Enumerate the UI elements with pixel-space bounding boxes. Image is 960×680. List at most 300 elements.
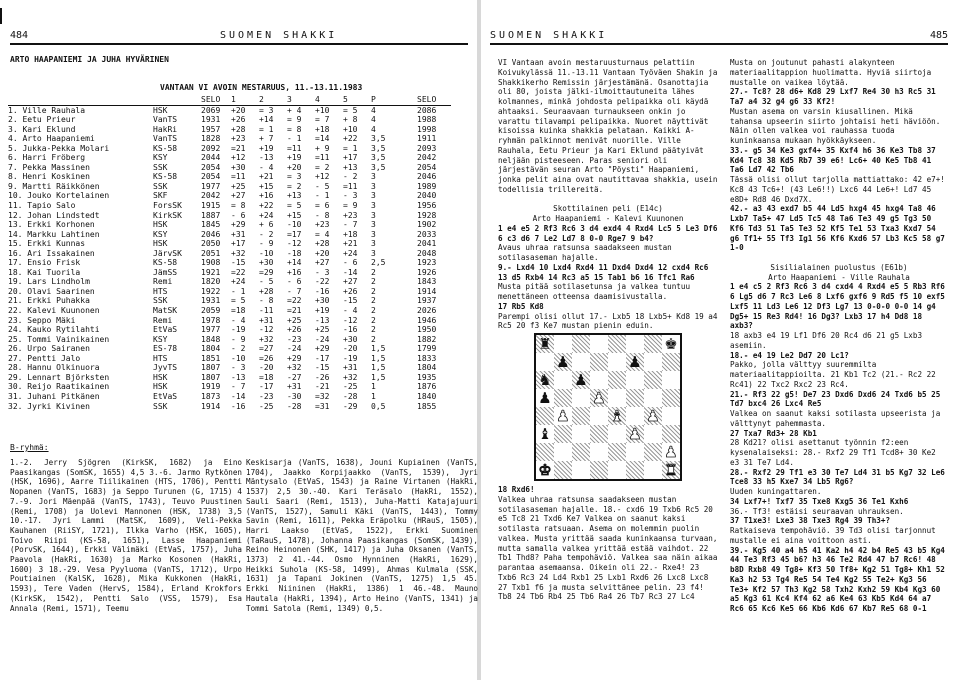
left-running-header: [10, 28, 468, 45]
chess-board: [534, 333, 682, 481]
table-cell: -12: [343, 315, 358, 325]
running-title: SUOMEN SHAKKI: [490, 30, 608, 41]
diagram-caption: 18 Rxd6!: [498, 485, 535, 494]
table-cell: 1845: [201, 220, 221, 230]
game-moves: 9.- Lxd4 10 Lxd4 Rxd4 11 Dxd4 Dxd4 12 cxd4 Rc6 13 d5 Rxb4 14 Rc3 a5 15 Tab1 b6 16 Tfc1 Ra6: [498, 262, 709, 282]
table-cell: 1851: [201, 353, 221, 363]
board-square: [626, 407, 644, 425]
table-cell: 2086: [417, 105, 437, 115]
board-square: [554, 407, 572, 425]
table-row: [8, 354, 451, 364]
board-square: [572, 461, 590, 479]
table-cell: 3,5: [371, 134, 386, 144]
board-square: [644, 353, 662, 371]
table-cell: HSK: [153, 372, 168, 382]
table-cell: - 2: [231, 344, 246, 354]
table-cell: 1988: [417, 115, 437, 125]
game-moves: 27 Txa7 Rd3+ 28 Kb1: [730, 428, 817, 438]
table-cell: =22: [287, 296, 302, 306]
table-cell: HSK: [153, 220, 168, 230]
table-cell: 3: [371, 191, 376, 201]
column-header: [153, 95, 201, 105]
board-square: [644, 425, 662, 443]
table-cell: 2: [371, 306, 376, 316]
article-column-2: [730, 58, 948, 614]
board-square: [536, 443, 554, 461]
table-cell: 3,5: [371, 162, 386, 172]
table-cell: 1950: [417, 325, 437, 335]
table-cell: KS-58: [153, 258, 178, 268]
board-square: [572, 353, 590, 371]
table-cell: 1935: [417, 372, 437, 382]
board-square: [626, 461, 644, 479]
table-header-row: [8, 95, 451, 105]
standings-table: [8, 95, 451, 411]
board-square: [554, 443, 572, 461]
table-cell: 1922: [201, 286, 221, 296]
table-cell: 2044: [201, 153, 221, 163]
table-cell: SSK: [153, 296, 168, 306]
board-square: [626, 371, 644, 389]
table-cell: +15: [259, 181, 274, 191]
table-cell: 2054: [201, 172, 221, 182]
table-cell: HTS: [153, 353, 168, 363]
table-cell: 2092: [201, 143, 221, 153]
table-cell: KirkSK: [153, 210, 182, 220]
table-cell: 2033: [417, 229, 437, 239]
column-header: 1: [231, 95, 259, 105]
table-cell: 27. Pentti Jalo: [8, 353, 81, 363]
column-header: 5: [343, 95, 371, 105]
table-cell: +28: [259, 286, 274, 296]
chess-piece-icon: ♟: [664, 443, 678, 461]
table-cell: 1914: [201, 401, 221, 411]
table-row: [8, 134, 451, 144]
table-cell: 1804: [201, 344, 221, 354]
table-cell: 1: [371, 382, 376, 392]
board-square: [626, 353, 644, 371]
table-cell: - 2: [343, 172, 358, 182]
table-cell: +30: [343, 334, 358, 344]
table-cell: 1807: [201, 363, 221, 373]
column-header: 3: [287, 95, 315, 105]
board-square: [590, 371, 608, 389]
table-cell: - 7: [343, 220, 358, 230]
table-row: [8, 125, 451, 135]
table-cell: -17: [259, 382, 274, 392]
table-cell: +30: [231, 162, 246, 172]
board-square: [590, 461, 608, 479]
table-cell: 2050: [201, 239, 221, 249]
game-players: Arto Haapaniemi - Ville Rauhala: [768, 272, 910, 282]
table-cell: 2: [371, 286, 376, 296]
column-header: [8, 95, 153, 105]
table-cell: +30: [259, 258, 274, 268]
game-moves: 33.- g5 34 Ke3 gxf4+ 35 Kxf4 h6 36 Ke3 Tb8 37 Kd4 Tc8 38 Kd5 Rb7 39 e6! Lc6+ 40 Ke5 Tb8 41 Ta6 Ld7 42 Tb6: [730, 145, 936, 175]
board-square: [554, 371, 572, 389]
table-row: [8, 144, 451, 154]
table-row: [8, 268, 451, 278]
table-cell: -25: [259, 401, 274, 411]
table-row: [8, 211, 451, 221]
table-cell: +23: [315, 220, 330, 230]
page-number: 484: [10, 30, 29, 41]
table-cell: JämSS: [153, 267, 178, 277]
table-cell: 1,5: [371, 344, 386, 354]
board-square: [662, 389, 680, 407]
b-group-heading: B-ryhmä:: [10, 443, 49, 452]
board-square: [608, 407, 626, 425]
table-cell: -29: [343, 401, 358, 411]
table-cell: +31: [259, 315, 274, 325]
table-cell: +15: [287, 210, 302, 220]
table-cell: -20: [259, 363, 274, 373]
right-running-header: [490, 28, 948, 45]
table-cell: Remi: [153, 315, 173, 325]
table-cell: 2. Eetu Prieur: [8, 115, 76, 125]
table-cell: - 7: [231, 382, 246, 392]
table-cell: 1998: [417, 124, 437, 134]
table-cell: =26: [259, 353, 274, 363]
table-cell: 25. Tommi Vainikainen: [8, 334, 110, 344]
table-cell: -16: [343, 325, 358, 335]
chess-piece-icon: ♚: [664, 335, 678, 353]
table-cell: 1957: [201, 124, 221, 134]
table-cell: +20: [231, 105, 246, 115]
table-cell: +27: [315, 258, 330, 268]
table-cell: +26: [231, 115, 246, 125]
article-title: ARTO HAAPANIEMI JA JUHA HYVÄRINEN: [10, 55, 169, 64]
table-cell: = 1: [259, 124, 274, 134]
table-row: [8, 287, 451, 297]
board-square: [608, 371, 626, 389]
table-cell: 2051: [201, 248, 221, 258]
board-square: [626, 389, 644, 407]
board-square: [626, 335, 644, 353]
table-cell: -15: [315, 363, 330, 373]
table-cell: +21: [343, 239, 358, 249]
table-cell: 2093: [417, 143, 437, 153]
annotation: 28 Kd21? olisi asettanut työnnin f2:een kysenalaiseksi: 28.- Rxf2 29 Tf1 Tcd8+ 30 Ke2 e3 31 Te7 Ld4.: [730, 438, 936, 467]
tournament-title: VANTAAN VI AVOIN MESTARUUS, 11.-13.11.1983: [160, 83, 363, 92]
board-square: [626, 443, 644, 461]
board-square: [572, 407, 590, 425]
table-cell: 3: [371, 210, 376, 220]
table-cell: 22. Kalevi Kuunonen: [8, 306, 100, 316]
table-cell: KS-58: [153, 143, 178, 153]
table-cell: - 9: [259, 239, 274, 249]
table-cell: =21: [287, 306, 302, 316]
table-cell: 1840: [417, 391, 437, 401]
table-cell: +17: [343, 153, 358, 163]
table-cell: = 2: [315, 162, 330, 172]
chess-piece-icon: ♟: [556, 407, 570, 425]
chess-piece-icon: ♟: [592, 389, 606, 407]
table-cell: 2: [371, 334, 376, 344]
table-cell: +23: [231, 134, 246, 144]
table-cell: -17: [315, 353, 330, 363]
table-cell: 30. Reijo Raatikainen: [8, 382, 110, 392]
board-square: [572, 335, 590, 353]
table-cell: 23. Seppo Mäki: [8, 315, 76, 325]
table-cell: =32: [315, 391, 330, 401]
table-cell: 29. Lennart Björksten: [8, 372, 110, 382]
table-row: [8, 220, 451, 230]
table-cell: 20. Olavi Saarinen: [8, 286, 95, 296]
table-cell: =22: [231, 267, 246, 277]
table-cell: +24: [259, 210, 274, 220]
game-moves: 39.- Kg5 40 a4 h5 41 Ka2 h4 42 b4 Re5 43 b5 Kg4 44 Te3 Rf3 45 b6? h3 46 Te2 Rd4 47 b7 Rc6! 48 b8D Rxb8 49 Tg8+ Kf3 50 Tf8+ Kg2 51 Tg8+ Kh1 52 Ka3 h2 53 Tg4 Re5 54 Te4 Kg2 55 Te2+ Kg3 56 Te3+ Kf2 57 Th3 Kg2 58 Txh2 Kxh2 59 Kb4 Kg3 60 a5 Kg3 61 Kc4 Kf4 62 a6 Ke4 63 Kb5 Kd4 64 a7 Rc6 65 Kc6 Ke5 66 Kb6 Kd6 67 Kb7 Re5 68 0-1: [730, 545, 945, 613]
table-cell: = 8: [231, 201, 246, 211]
board-square: [608, 389, 626, 407]
table-cell: 2059: [201, 306, 221, 316]
board-square: [536, 335, 554, 353]
table-cell: 1915: [201, 201, 221, 211]
table-cell: KSY: [153, 334, 168, 344]
board-square: [590, 425, 608, 443]
column-header: SELO: [417, 95, 451, 105]
table-cell: -18: [287, 248, 302, 258]
table-row: [8, 363, 451, 373]
table-cell: 1908: [201, 258, 221, 268]
table-cell: 32. Jyrki Kivinen: [8, 401, 90, 411]
table-cell: -13: [315, 315, 330, 325]
board-square: [644, 443, 662, 461]
table-cell: 1799: [417, 344, 437, 354]
table-cell: 24. Kauko Rytilahti: [8, 325, 100, 335]
board-square: [608, 443, 626, 461]
table-cell: 28. Hannu Olkinuora: [8, 363, 100, 373]
table-cell: =18: [231, 306, 246, 316]
right-page: [480, 0, 960, 680]
table-cell: +19: [315, 306, 330, 316]
table-cell: 9. Martti Räikkönen: [8, 181, 100, 191]
table-cell: 13. Erkki Korhonen: [8, 220, 95, 230]
table-cell: +14: [259, 115, 274, 125]
table-cell: HTS: [153, 286, 168, 296]
table-cell: +24: [231, 277, 246, 287]
table-cell: +19: [287, 153, 302, 163]
table-cell: + 6: [259, 220, 274, 230]
table-cell: = 2: [287, 181, 302, 191]
table-cell: -12: [287, 239, 302, 249]
annotation: Musta on joutunut pahasti alakynteen materiaalitappion huolimatta. Hyviä siirtoja mustalle on vaikea löytää.: [730, 58, 932, 87]
page-number: 485: [929, 30, 948, 41]
annotation: Mustan asema on varsin kiusallinen. Mikä tahansa upseerin siirto johtaisi heti häviöön. Näin ollen valkea voi rauhassa tuoda kuninkaansa mukaan hyökkäykseen.: [730, 106, 941, 145]
table-body: [8, 105, 451, 411]
table-cell: ForsSK: [153, 201, 182, 211]
chess-piece-icon: ♞: [538, 371, 552, 389]
board-square: [644, 389, 662, 407]
table-cell: EtVaS: [153, 325, 178, 335]
table-cell: +29: [315, 344, 330, 354]
table-cell: -24: [315, 334, 330, 344]
table-cell: JyvTS: [153, 363, 178, 373]
table-cell: +25: [287, 315, 302, 325]
table-cell: 1876: [417, 382, 437, 392]
table-cell: 3: [371, 220, 376, 230]
table-cell: -26: [315, 372, 330, 382]
table-cell: 1921: [201, 267, 221, 277]
table-cell: VanTS: [153, 115, 178, 125]
table-row: [8, 392, 451, 402]
table-cell: +28: [231, 124, 246, 134]
game-moves: 34 Lxf7+! Txf7 35 Txe8 Kxg5 36 Te1 Kxh6: [730, 496, 909, 506]
table-cell: 1843: [417, 277, 437, 287]
table-cell: - 2: [259, 229, 274, 239]
table-cell: 3: [371, 181, 376, 191]
b-group-results-right: Keskisarja (VanTS, 1638), Jouni Kupiainen (VanTS, 1704), Jaakko Korpijaakko (VanTS, 1539), Jyri Mäntysalo (EtVaS, 1543) ja Raine Virtanen (HakRi, 1537) 2,5 30.-40. Kari Teräsalo (HakRi, 1552), Sauli Saari (Remi, 1513), Juha-Matti Katajajuuri (VanTS, 1527), Samuli Käki (VanTS, 1443), Tommy Savin (Remi, 1611), Pekka Eräpolku (HRauS, 1505), Harri Laakso (EtVaS, 1522), Erkki Suominen (TaRauS, 1478), Johanna Paasikangas (SomSK, 1439), Reino Heinonen (SHK, 1417) ja Juha Oksanen (VanTS, 1373) 2 41.-44. Osmo Hynninen (HakRi, 1629), Heikki Suhola (KS-58, 1499), Ahmas Kulmala (SSK, 1631) ja Tapani Jokinen (VanTS, 1275) 1,5 45. Erkki Niininen (HakRi, 1386) 1 46.-48. Mauno Hautala (HakRi, 1394), Arto Heino (VanTS, 1341) ja Tommi Satola (Remi, 1349) 0,5.: [246, 458, 478, 613]
table-cell: -14: [231, 391, 246, 401]
table-cell: 2046: [417, 172, 437, 182]
table-cell: - 3: [315, 267, 330, 277]
table-cell: HSK: [153, 382, 168, 392]
board-square: [662, 335, 680, 353]
table-cell: 1989: [417, 181, 437, 191]
table-row: [8, 306, 451, 316]
table-cell: 3: [371, 201, 376, 211]
table-cell: -20: [343, 344, 358, 354]
table-row: [8, 344, 451, 354]
table-cell: = 5: [231, 296, 246, 306]
table-cell: +16: [259, 191, 274, 201]
table-cell: 2042: [201, 191, 221, 201]
table-cell: SSK: [153, 181, 168, 191]
table-cell: = 7: [315, 115, 330, 125]
board-square: [554, 425, 572, 443]
table-cell: -23: [287, 334, 302, 344]
edge-mark: [0, 8, 2, 24]
game-moves: 1 e4 c5 2 Rf3 Rc6 3 d4 cxd4 4 Rxd4 e5 5 Rb3 Rf6 6 Lg5 d6 7 Rc3 Le6 8 Lxf6 gxf6 9 Rd5 f5 10 exf5 Lxf5 11 Ld3 Le6 12 Df3 Lg7 13 0-0-0 0-0 14 g4 Dg5+ 15 Re3 Rd4! 16 Dg3? Lxb3 17 h4 Dd8 18 axb3?: [730, 282, 945, 331]
table-cell: 2: [371, 315, 376, 325]
annotation: 36.- Tf3! estäisi seuraavan uhrauksen.: [730, 506, 904, 516]
table-cell: 1887: [201, 210, 221, 220]
table-cell: +19: [259, 143, 274, 153]
chess-piece-icon: ♝: [610, 407, 624, 425]
annotation: Valkea uhraa ratsunsa saadakseen mustan sotilasaseman hajalle. 18.- cxd6 19 Txb6 Rc5 20 e5 Tc8 21 Txd6 Ke7 Valkea on saanut kaksi sotilasta ratsuaan. Asema on molemmin puolin valkea. Musta yrittää saada kuninkaansa turvaan, mutta samalla valkea yrittää estää vaihdot. 22 Tb1 Thd8? Paha tempohäviö. Valkea saa näin aikaa parantaa asemaansa. Oikein oli 22.- Rxe4! 23 Txb6 Rc3 24 Ld4 Rxb1 25 Lxb1 Rxd6 26 Lxc8 Lxc8 27 Txb1 f6 ja musta selvittänee pelin. 23 f4! Tb8 24 Tb6 Rb4 25 Tb6 Ra4 26 Tb7 Rc3 27 Lc4: [498, 494, 718, 602]
table-cell: 11. Tapio Salo: [8, 201, 76, 211]
table-cell: HSK: [153, 239, 168, 249]
table-cell: 4. Arto Haapaniemi: [8, 134, 95, 144]
table-cell: 2040: [417, 191, 437, 201]
table-cell: 1,5: [371, 363, 386, 373]
table-cell: +12: [315, 172, 330, 182]
table-cell: +31: [343, 363, 358, 373]
annotation: Valkea on saanut kaksi sotilasta upseerista ja välttynyt pahemmasta.: [730, 409, 941, 428]
running-title: SUOMEN SHAKKI: [220, 30, 338, 41]
table-cell: =29: [259, 267, 274, 277]
annotation: Parempi olisi ollut 17.- Lxb5 18 Lxb5+ Kd8 19 a4 Rc5 20 f3 Ke7 mustan pienin eduin.: [498, 311, 718, 331]
table-cell: =11: [231, 172, 246, 182]
table-cell: =11: [315, 153, 330, 163]
game-moves: 27.- Tc8? 28 d6+ Kd8 29 Lxf7 Re4 30 h3 Rc5 31 Ta7 a4 32 g4 g6 33 Kf2!: [730, 87, 936, 106]
table-cell: 2: [371, 296, 376, 306]
annotation: Ratkaiseva tempohäviö. 39 Td3 olisi tarjonnut mustalle ei aina voittoon asti.: [730, 526, 936, 545]
table-cell: -12: [259, 325, 274, 335]
chess-piece-icon: ♜: [664, 461, 678, 479]
table-cell: 18. Kai Tuorila: [8, 267, 81, 277]
table-cell: 1804: [417, 363, 437, 373]
table-cell: +13: [343, 162, 358, 172]
table-cell: 2: [371, 277, 376, 287]
table-cell: -28: [287, 401, 302, 411]
table-cell: +26: [343, 286, 358, 296]
table-cell: 21. Erkki Puhakka: [8, 296, 90, 306]
board-square: [536, 353, 554, 371]
table-row: [8, 402, 451, 412]
table-cell: 4: [371, 124, 376, 134]
table-cell: - 1: [231, 286, 246, 296]
table-cell: +20: [287, 162, 302, 172]
table-cell: = 3: [287, 172, 302, 182]
table-cell: +32: [259, 334, 274, 344]
table-cell: 6. Harri Fröberg: [8, 153, 86, 163]
table-cell: VanTS: [153, 134, 178, 144]
board-square: [644, 371, 662, 389]
table-cell: -27: [287, 372, 302, 382]
table-cell: SSK: [153, 401, 168, 411]
table-cell: =18: [259, 372, 274, 382]
column-header: SELO: [201, 95, 231, 105]
table-cell: 2041: [417, 239, 437, 249]
table-row: [8, 172, 451, 182]
table-cell: -21: [315, 382, 330, 392]
board-square: [662, 443, 680, 461]
table-row: [8, 325, 451, 335]
board-square: [590, 335, 608, 353]
board-square: [662, 371, 680, 389]
annotation: 18 axb3 e4 19 Lf1 Df6 20 Rc4 d6 21 g5 Lxb3 asemiin.: [730, 331, 923, 350]
chess-piece-icon: ♟: [574, 371, 588, 389]
table-cell: 16. Ari Issakainen: [8, 248, 95, 258]
chess-piece-icon: ♜: [538, 335, 552, 353]
board-square: [608, 353, 626, 371]
table-cell: - 6: [231, 210, 246, 220]
board-square: [644, 407, 662, 425]
table-cell: -22: [315, 277, 330, 287]
table-cell: 2026: [417, 306, 437, 316]
table-cell: KS-58: [153, 172, 178, 182]
table-row: [8, 182, 451, 192]
table-cell: 5. Jukka-Pekka Molari: [8, 143, 110, 153]
table-cell: = 5: [343, 105, 358, 115]
table-cell: 3,5: [371, 153, 386, 163]
table-cell: - 1: [287, 134, 302, 144]
table-cell: -23: [259, 391, 274, 401]
table-cell: +28: [315, 239, 330, 249]
game-moves: 28.- Rxf2 29 Tf1 e3 30 Te7 Ld4 31 b5 Kg7 32 Le6 Tce8 33 h5 Kxe7 34 Lb5 Rg6?: [730, 467, 945, 487]
table-cell: -13: [231, 372, 246, 382]
table-cell: 2054: [417, 162, 437, 172]
table-cell: SKF: [153, 191, 168, 201]
table-cell: - 4: [231, 315, 246, 325]
table-cell: -15: [343, 296, 358, 306]
board-square: [536, 407, 554, 425]
table-cell: 1873: [201, 391, 221, 401]
table-cell: +21: [259, 172, 274, 182]
board-square: [626, 425, 644, 443]
table-cell: 1977: [201, 181, 221, 191]
table-cell: =17: [287, 229, 302, 239]
table-cell: 14. Markku Lahtinen: [8, 229, 100, 239]
table-cell: - 5: [259, 277, 274, 287]
table-cell: +29: [231, 220, 246, 230]
table-cell: -30: [287, 391, 302, 401]
table-cell: KSY: [153, 153, 168, 163]
column-header: P: [371, 95, 417, 105]
table-row: [8, 316, 451, 326]
table-cell: 2: [371, 267, 376, 277]
